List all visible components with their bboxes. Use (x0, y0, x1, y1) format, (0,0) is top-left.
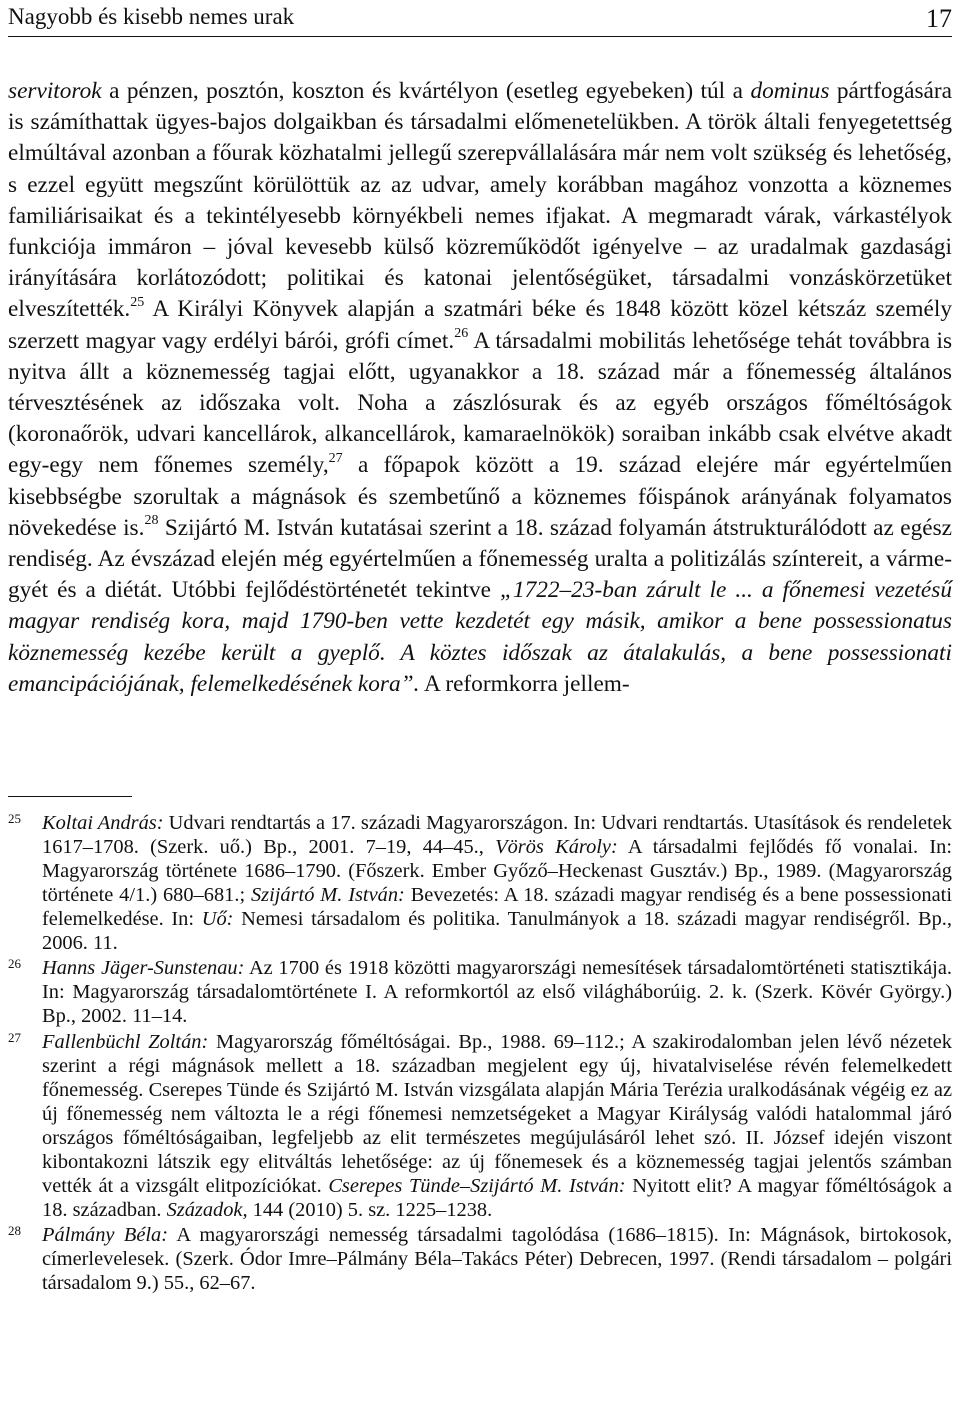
footnote-separator (8, 796, 132, 797)
italic-term: servitorok (8, 78, 102, 104)
footnote-number: 28 (8, 1223, 21, 1239)
footnote-italic: Századok, (166, 1198, 248, 1221)
footnote-27 (8, 1031, 952, 1222)
text-run: pártfogására is számíthattak ügyes-bajos dolgaikban és társadalmi előmenetelükben. A török általi fenyegetettség elmúltával azonban a főurak közhatalmi jellegű szerepvállalására már nem volt szükség és lehetőség, s ezzel együtt megszűnt körülöttük az az udvar, amely korábban magához vonzotta a köznemes familiárisaikat és a tekintélyesebb környékbeli nemes ifjakat. A megmaradt várak, várkastélyok funkciója immáron – jóval kevesebb külső közreműködőt igényelve – az uradalmak gazdasági irányítására korlátozódott; politikai és katonai jelentőségüket, társadalmi vonzáskörzetüket elveszítették. (8, 78, 952, 323)
footnote-italic: Vörös Károly: (495, 835, 618, 858)
italic-term: dominus (750, 78, 830, 104)
running-title: Nagyobb és kisebb nemes urak (8, 4, 295, 29)
footnote-text: A magyarországi nemesség társadalmi tagolódása (1686–1815). In: Mágnások, birtokosok, címerlevelesek. (Szerk. Ódor Imre–Pálmány Béla–Takács Péter) Debrecen, 1997. (Rendi társadalom – polgári társadalom 9.) 55., 62–67. (42, 1224, 952, 1295)
footnote-italic: Pálmány Béla: (42, 1224, 169, 1247)
footnote-25 (8, 812, 952, 955)
footnote-number: 26 (8, 956, 21, 972)
footnote-italic: Szijártó M. István: (250, 883, 405, 906)
text-run: Szijártó M. István kutatásai szerint a 18. század folyamán átstrukturálódott az egész rendiség. Az évszázad elején még egyértelműen a főnemesség uralta a politizálás színtereit, a vármegyét és a diétát. Utóbbi fejlődéstörténetét tekintve (8, 514, 952, 604)
footnote-text: 144 (2010) 5. sz. 1225–1238. (247, 1198, 493, 1221)
body-text (8, 76, 952, 700)
footnote-text: Nyitott elit? A magyar főméltóságok a 18. században. (42, 1174, 952, 1221)
text-run: a pénzen, posztón, koszton és kvártélyon (esetleg egyebeken) túl a (101, 78, 751, 104)
text-run: A Királyi Könyvek alapján a szatmári béke és 1848 között közel kétszáz személy szerzett magyar vagy erdélyi bárói, grófi címet. (8, 296, 952, 354)
footnote-26 (8, 957, 952, 1029)
footnote-italic: Fallenbüchl Zoltán: (42, 1031, 209, 1054)
footnote-ref-26[interactable]: 26 (454, 325, 469, 341)
footnote-italic: Koltai András: (42, 812, 164, 834)
footnote-italic: Uő: (201, 907, 234, 930)
footnotes (8, 812, 952, 1298)
footnote-ref-27[interactable]: 27 (328, 450, 343, 466)
page-number: 17 (926, 4, 952, 33)
footnote-number: 25 (8, 811, 21, 826)
header-rule (8, 36, 952, 37)
text-run: A társadalmi mobilitás lehetősége tehát továbbra is nyitva állt a köznemesség tagjai előtt, ugyanakkor a 18. század már a főnemesség általános térvesztésének az időszaka volt. Noha a zászlósurak és az egyéb országos főméltóságok (koronaőrök, udvari kancellárok, alkancellárok, kamaraelnökök) soraiban inkább csak elvétve akadt egy-egy nem főnemes személy, (8, 327, 953, 479)
footnote-text: Magyarország főméltóságai. Bp., 1988. 69–112.; A szakirodalomban jelen lévő nézetek szerint a régi mágnások mellett a 18. században megjelent egy új, hivatalviselése révén felemelkedett főnemesség. Cserepes Tünde és Szijártó M. István vizsgálata alapján Mária Terézia uralkodásának végéig ez az új főnemesség nem változta le a régi főnemesi nemzetségeket a Magyar Királyság valódi hatalommal járó országos főméltóságaiban, legfeljebb az elit természetes megújulásáról lehet szó. II. József idején viszont kibontakozni látszik egy elitváltás lehetősége: az új főnemesek és a köznemesség tagjai jelentős számban vették át a vizsgált elitpozíciókat. (42, 1031, 952, 1197)
footnote-text: Bevezetés: A 18. századi magyar rendiség és a bene possessionati felemelkedése. In: (42, 883, 952, 930)
text-run: A reformkorra jellem- (419, 670, 630, 697)
footnote-text: Nemesi társadalom és politika. Tanulmányok a 18. századi magyar rendiségről. Bp., 2006. 11. (42, 907, 952, 954)
text-run: a főpapok között a 19. század elejére már egyértelműen kisebbségbe szorultak a mágnások és szembetűnő a köznemes főispánok arányának folyamatos növekedése is. (8, 452, 952, 541)
footnote-text: A társadalmi fejlődés fő vonalai. In: Magyarország története 1686–1790. (Főszerk. Ember Győző–Heckenast Gusztáv.) Bp., 1989. (Magyarország története 4/1.) 680–681.; (42, 835, 952, 906)
footnote-ref-28[interactable]: 28 (144, 513, 159, 529)
footnote-ref-25[interactable]: 25 (130, 294, 145, 310)
footnote-28 (8, 1224, 952, 1296)
footnote-italic: Cserepes Tünde–Szijártó M. István: (328, 1174, 626, 1197)
body-paragraph (8, 76, 952, 700)
footnote-text: Az 1700 és 1918 közötti magyarországi nemesítések társadalomtörténeti statisztikája. In: Magyarország társadalomtörténete I. A reformkortól az első világháborúig. 2. k. (Szerk. Kövér György.) Bp., 2002. 11–14. (42, 957, 952, 1028)
page-header (8, 0, 952, 40)
quotation: „1722–23-ban zárult le ... a főnemesi vezetésű magyar rendiség kora, majd 1790-ben vette kezdetét egy másik, amikor a bene possessionatus köznemesség kezébe került a gyeplő. A köztes időszak az átalakulás, a bene possessionati emancipációjának, felemelkedésének kora”. (8, 577, 952, 697)
footnote-text: Udvari rendtartás a 17. századi Magyarországon. In: Udvari rendtartás. Utasítások és rendeletek 1617–1708. (Szerk. uő.) Bp., 2001. 7–19, 44–45., (42, 812, 952, 858)
footnote-italic: Hanns Jäger-Sunstenau: (42, 957, 245, 980)
footnote-number: 27 (8, 1030, 21, 1046)
